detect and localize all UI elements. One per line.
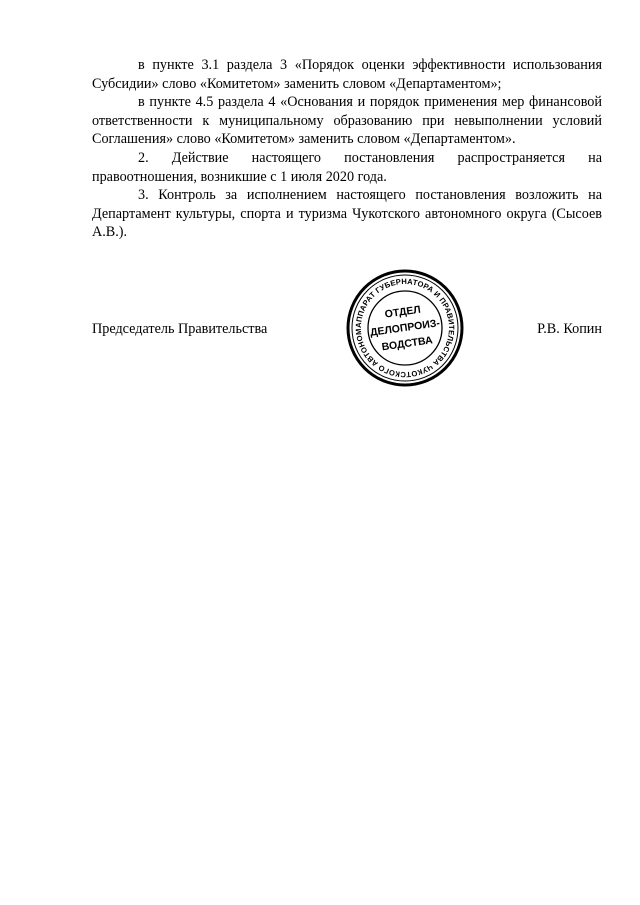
signatory-name: Р.В. Копин bbox=[537, 321, 602, 337]
stamp-line-1: ОТДЕЛ bbox=[384, 303, 422, 321]
paragraph-2: в пункте 4.5 раздела 4 «Основания и порядок применения мер финансовой ответственности к муниципальному образованию при невыполнении условий Соглашения» слово «Комитетом» заменить словом «Департаментом». bbox=[92, 94, 602, 148]
stamp-seal-icon bbox=[345, 268, 465, 388]
paragraph-4: 3. Контроль за исполнением настоящего постановления возложить на Департамент культуры, спорта и туризма Чукотского автономного округа (Сысоев А.В.). bbox=[92, 187, 602, 241]
signatory-position: Председатель Правительства bbox=[92, 321, 268, 337]
paragraph-1: в пункте 3.1 раздела 3 «Порядок оценки эффективности использования Субсидии» слово «Комитетом» заменить словом «Департаментом»; bbox=[92, 57, 602, 92]
stamp-line-3: ВОДСТВА bbox=[381, 334, 434, 354]
official-stamp bbox=[345, 268, 465, 388]
document-body bbox=[92, 56, 602, 242]
paragraph-3: 2. Действие настоящего постановления распространяется на правоотношения, возникшие с 1 июля 2020 года. bbox=[92, 149, 602, 185]
stamp-ring-text: АППАРАТ ГУБЕРНАТОРА И ПРАВИТЕЛЬСТВА ЧУКОТСКОГО АВТОНОМ bbox=[353, 276, 457, 380]
stamp-line-2: ДЕЛОПРОИЗ- bbox=[369, 317, 441, 339]
